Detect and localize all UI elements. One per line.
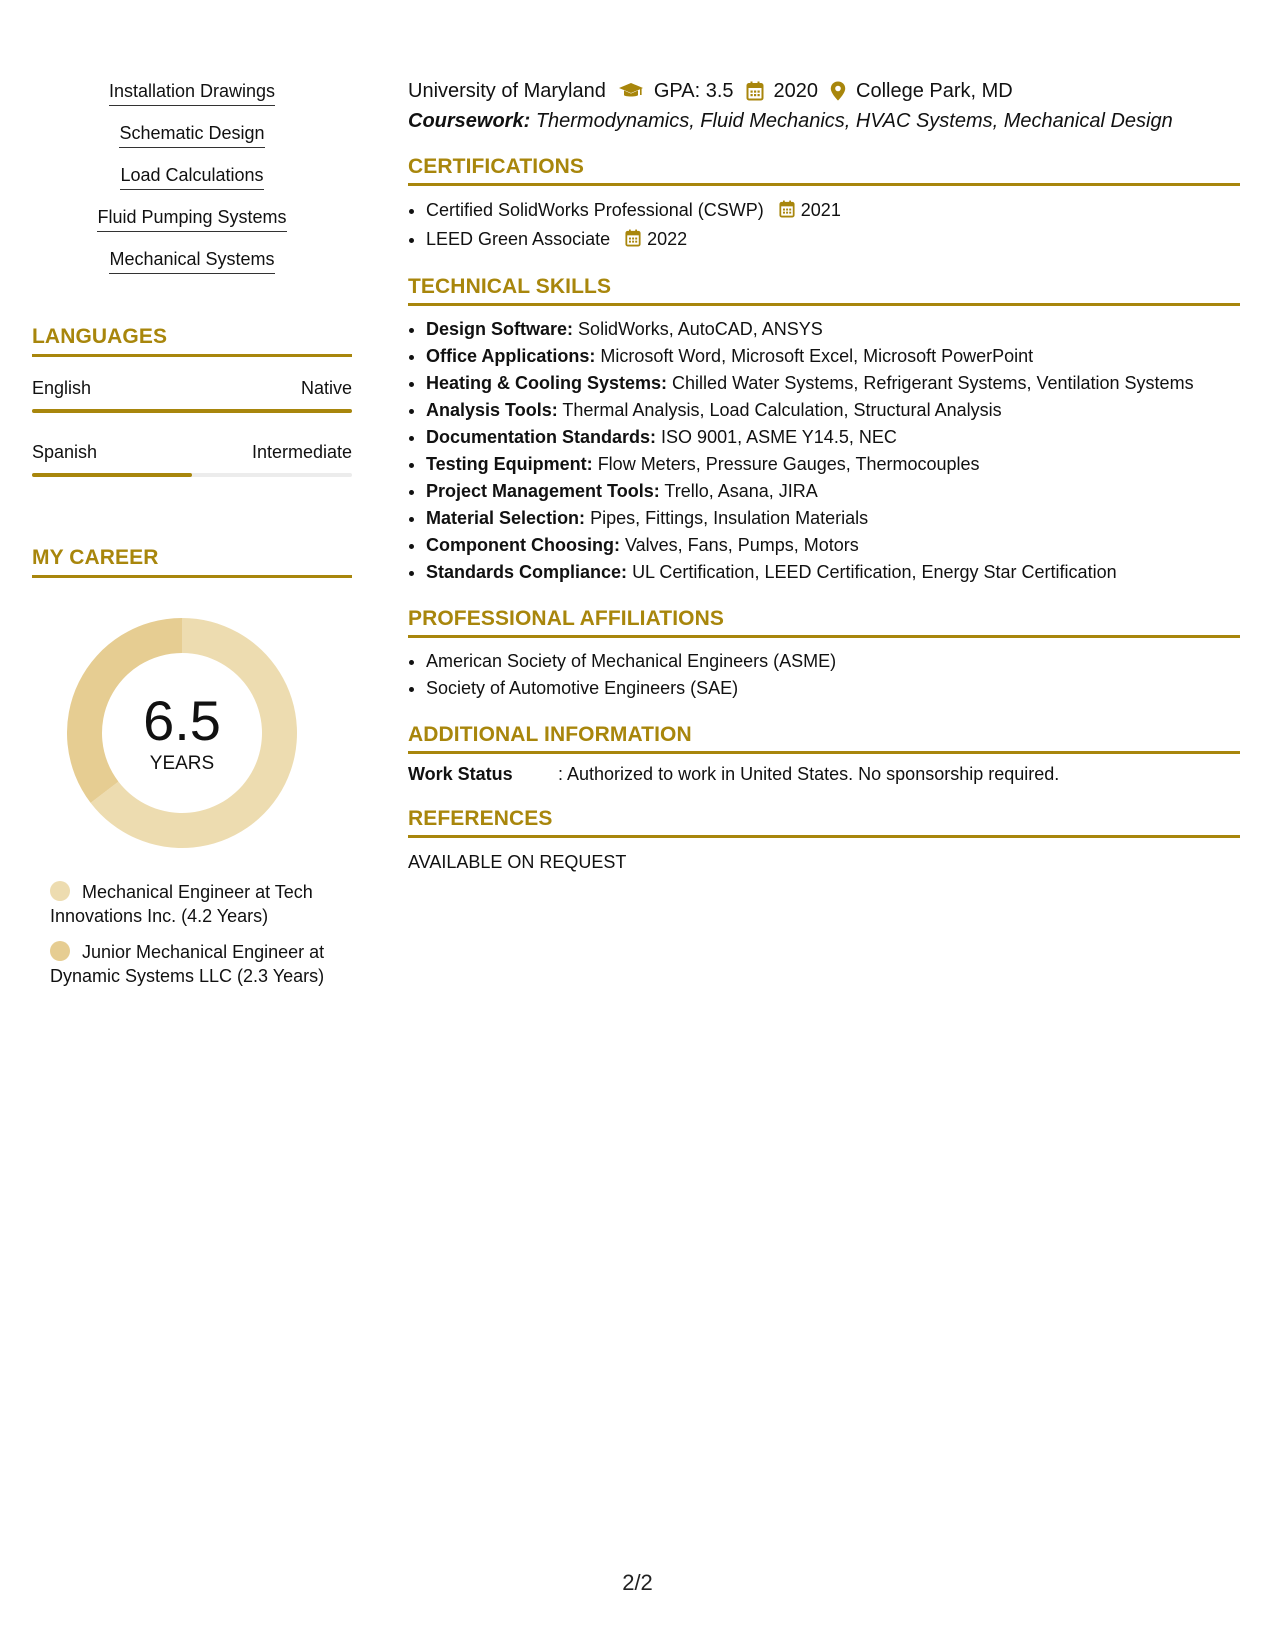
additional-info-heading: ADDITIONAL INFORMATION (408, 722, 1240, 754)
affiliations-heading: PROFESSIONAL AFFILIATIONS (408, 606, 1240, 638)
school-location: College Park, MD (856, 80, 1013, 102)
tech-skill-value: Chilled Water Systems, Refrigerant Systems, Ventilation Systems (672, 373, 1194, 393)
technical-skills-section (408, 274, 1240, 586)
tech-skill-label: Heating & Cooling Systems: (426, 373, 668, 393)
certifications-list (408, 196, 1240, 254)
tech-skill-label: Documentation Standards: (426, 427, 657, 447)
legend-dot (50, 941, 70, 961)
graduation-year: 2020 (773, 80, 819, 102)
tech-skill-label: Component Choosing: (426, 535, 620, 555)
tech-skill-value: Flow Meters, Pressure Gauges, Thermocouples (597, 454, 980, 474)
skills-list (32, 80, 352, 274)
tech-skill-value: UL Certification, LEED Certification, Energy Star Certification (632, 562, 1117, 582)
tech-skill-item (426, 424, 1240, 451)
affiliation-item: • American Society of Mechanical Engineers (ASME) (426, 648, 1240, 675)
skill-tag: Installation Drawings (109, 80, 275, 106)
coursework-list: Thermodynamics, Fluid Mechanics, HVAC Systems, Mechanical Design (535, 110, 1173, 132)
affiliations-section (408, 606, 1240, 702)
map-pin-icon (830, 81, 846, 101)
tech-skill-item (426, 532, 1240, 559)
right-column (408, 78, 1240, 874)
tech-skill-value: Pipes, Fittings, Insulation Materials (590, 508, 869, 528)
work-status-value: : Authorized to work in United States. No sponsorship required. (558, 764, 1060, 784)
skill-tag: Fluid Pumping Systems (97, 206, 286, 232)
additional-info-section (408, 722, 1240, 786)
tech-skill-item (426, 343, 1240, 370)
language-name: Spanish (32, 442, 98, 462)
language-bar (32, 409, 352, 413)
references-section (408, 806, 1240, 874)
calendar-icon (746, 81, 764, 101)
career-total-years: 6.5 (143, 689, 221, 752)
tech-skill-value: Microsoft Word, Microsoft Excel, Microsoft PowerPoint (600, 346, 1034, 366)
tech-skill-value: ISO 9001, ASME Y14.5, NEC (661, 427, 897, 447)
tech-skill-value: Thermal Analysis, Load Calculation, Structural Analysis (562, 400, 1002, 420)
legend-label: Junior Mechanical Engineer at Dynamic Systems LLC (2.3 Years) (50, 942, 325, 986)
donut-center (67, 618, 297, 848)
tech-skill-label: Project Management Tools: (426, 481, 660, 501)
career-legend (32, 880, 330, 988)
legend-item (50, 940, 330, 988)
certification-item (426, 225, 1240, 254)
page-number: 2/2 (622, 1570, 653, 1595)
certifications-section (408, 154, 1240, 254)
tech-skill-label: Testing Equipment: (426, 454, 593, 474)
certifications-heading: CERTIFICATIONS (408, 154, 1240, 186)
skill-tag: Schematic Design (119, 122, 264, 148)
tech-skill-label: Standards Compliance: (426, 562, 628, 582)
technical-skills-heading: TECHNICAL SKILLS (408, 274, 1240, 306)
career-total-unit: YEARS (149, 753, 215, 774)
work-status-row (408, 762, 1240, 786)
school-name: University of Maryland (408, 80, 606, 102)
certification-year: 2022 (647, 229, 688, 249)
graduation-cap-icon (618, 82, 644, 100)
legend-dot (50, 881, 70, 901)
skill-tag: Load Calculations (120, 164, 263, 190)
languages-section (32, 324, 352, 477)
tech-skill-value: Valves, Fans, Pumps, Motors (624, 535, 859, 555)
tech-skill-item (426, 451, 1240, 478)
certification-name: Certified SolidWorks Professional (CSWP) (426, 200, 764, 220)
coursework (408, 108, 1240, 134)
career-heading: MY CAREER (32, 545, 352, 578)
left-column (32, 80, 352, 988)
legend-item (50, 880, 330, 928)
education-line (408, 78, 1240, 104)
calendar-icon (625, 229, 641, 247)
tech-skill-item (426, 478, 1240, 505)
language-bar (32, 473, 352, 477)
calendar-icon (779, 200, 795, 218)
tech-skill-item (426, 370, 1240, 397)
tech-skill-value: Trello, Asana, JIRA (664, 481, 818, 501)
tech-skill-value: SolidWorks, AutoCAD, ANSYS (578, 319, 823, 339)
coursework-label: Coursework: (408, 110, 531, 132)
tech-skill-item (426, 316, 1240, 343)
language-item (32, 377, 352, 413)
certification-year: 2021 (800, 200, 841, 220)
technical-skills-list (408, 316, 1240, 586)
affiliations-list (408, 648, 1240, 702)
languages-heading: LANGUAGES (32, 324, 352, 357)
gpa: GPA: 3.5 (653, 80, 734, 102)
tech-skill-label: Office Applications: (426, 346, 596, 366)
career-donut-chart (67, 618, 297, 848)
tech-skill-item (426, 505, 1240, 532)
skill-tag: Mechanical Systems (109, 248, 274, 274)
language-bar-fill (32, 409, 352, 413)
certification-item (426, 196, 1240, 225)
work-status-label: Work Status (408, 764, 513, 784)
affiliation-item: • Society of Automotive Engineers (SAE) (426, 675, 1240, 702)
tech-skill-label: Analysis Tools: (426, 400, 558, 420)
legend-label: Mechanical Engineer at Tech Innovations Inc. (4.2 Years) (50, 882, 313, 926)
tech-skill-label: Material Selection: (426, 508, 586, 528)
tech-skill-item (426, 559, 1240, 586)
language-name: English (32, 378, 92, 398)
language-bar-fill (32, 473, 192, 477)
language-level: Intermediate (251, 442, 352, 462)
certification-name: LEED Green Associate (426, 229, 611, 249)
tech-skill-item (426, 397, 1240, 424)
language-item (32, 441, 352, 477)
career-section (32, 545, 352, 988)
tech-skill-label: Design Software: (426, 319, 574, 339)
language-level: Native (300, 378, 352, 398)
references-text: AVAILABLE ON REQUEST (408, 852, 627, 872)
references-heading: REFERENCES (408, 806, 1240, 838)
